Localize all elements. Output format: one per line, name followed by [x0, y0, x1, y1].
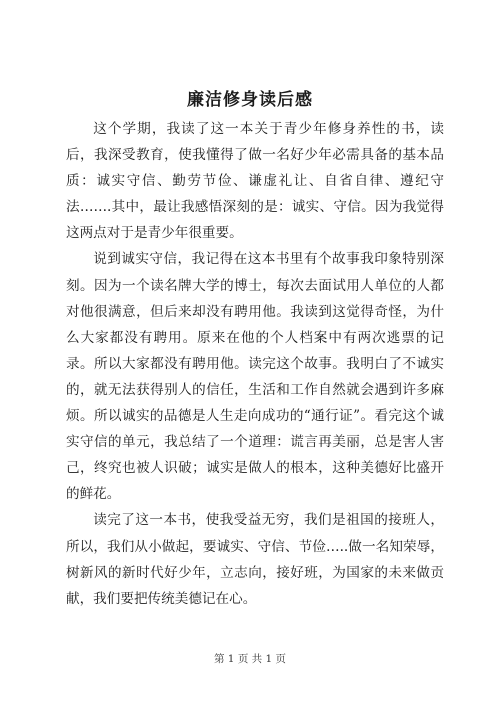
paragraph: 这个学期，我读了这一本关于青少年修身养性的书，读后，我深受教育，使我懂得了做一名好少年必需具备的基本品质：诚实守信、勤劳节俭、谦虚礼让、自省自律、遵纪守法…….其中，最让我感悟深刻的是：诚实、守信。因为我觉得这两点对于是青少年很重要。: [66, 121, 444, 242]
page-footer: 第 1 页 共 1 页: [213, 653, 287, 665]
document-title: 廉洁修身读后感: [187, 90, 313, 110]
document-body: [66, 116, 444, 612]
paragraph: 说到诚实守信，我记得在这本书里有个故事我印象特别深刻。因为一个读名牌大学的博士，每次去面试用人单位的人都对他很满意，但后来却没有聘用他。我读到这觉得奇怪，为什么大家都没有聘用。原来在他的个人档案中有两次逃票的记录。所以大家都没有聘用他。读完这个故事。我明白了不诚实的，就无法获得别人的信任，生活和工作自然就会遇到许多麻烦。所以诚实的品德是人生走向成功的“通行证”。看完这个诚实守信的单元，我总结了一个道理：谎言再美丽，总是害人害己，终究也被人识破；诚实是做人的根本，这种美德好比盛开的鲜花。: [66, 251, 444, 503]
paragraph: 读完了这一本书，使我受益无穷，我们是祖国的接班人，所以，我们从小做起，要诚实、守信、节俭…..做一名知荣辱，树新风的新时代好少年，立志向，接好班，为国家的未来做贡献，我们要把传统美德记在心。: [66, 512, 444, 607]
